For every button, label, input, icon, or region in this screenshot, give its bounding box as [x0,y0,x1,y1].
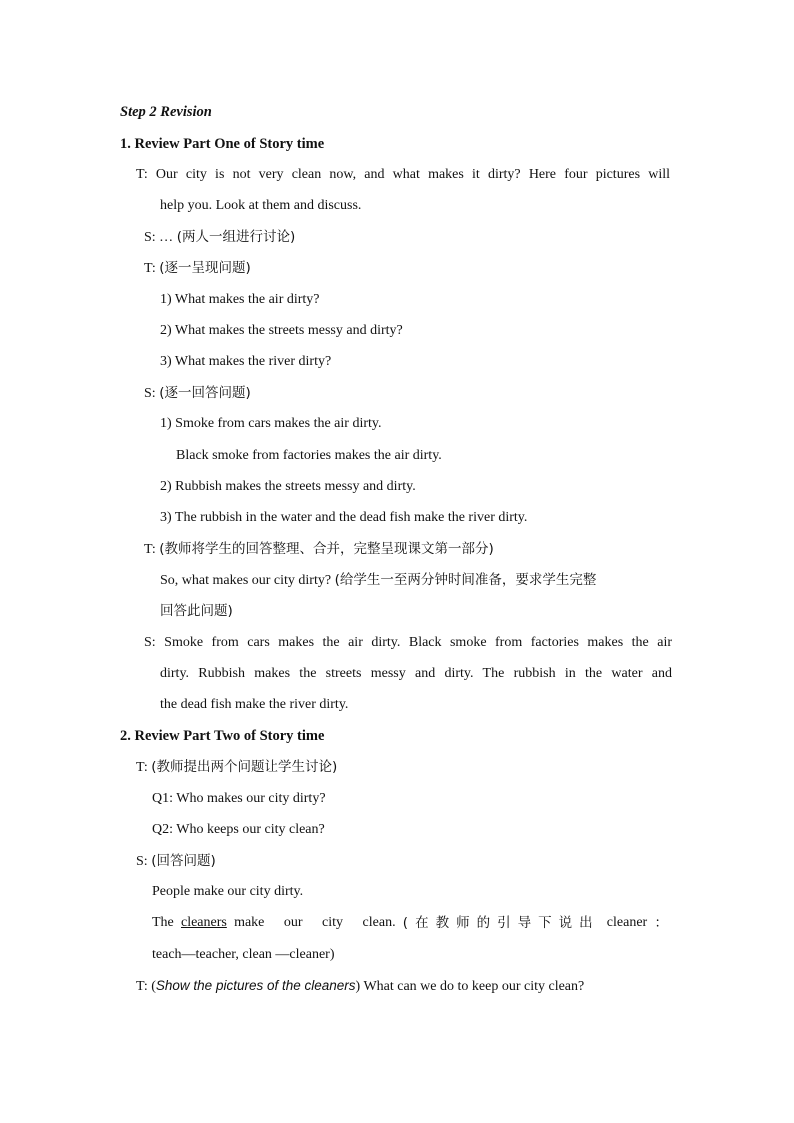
s-discuss-note: (两人一组进行讨论) [176,229,296,245]
t-summary-question: So, what makes our city dirty? [160,573,335,588]
s2-answer-2-cleaners: cleaners [180,915,227,930]
s2-answer-2-the: The [152,915,174,930]
s2-answer-2-colon: ： [654,915,668,931]
s-answer-prefix: S: [144,386,160,401]
section2-heading: 2. Review Part Two of Story time [120,728,325,744]
s2-t-note: (教师提出两个问题让学生讨论) [151,759,338,775]
t-present-note: (逐一呈现问题) [159,260,251,276]
t-present-prefix: T: [144,261,160,276]
question-2: 2) What makes the streets messy and dirty? [160,323,403,338]
s2-s-line [136,852,216,871]
t-present-line [144,259,251,278]
step-title: Step 2 Revision [120,104,212,120]
s-answer-line [144,384,251,403]
s2-answer-1: People make our city dirty. [152,884,304,899]
s-discuss-line [144,228,295,247]
t-question-line2: help you. Look at them and discuss. [160,198,362,213]
s-full-answer-line2: dirty. Rubbish makes the streets messy and dirty. The rubbish in the water and [160,666,672,681]
s2-question-1: Q1: Who makes our city dirty? [152,791,326,806]
s-full-answer-line1: S: Smoke from cars makes the air dirty. Black smoke from factories makes the air [144,635,672,650]
t-summary-prefix: T: [144,542,160,557]
question-1: 1) What makes the air dirty? [160,292,320,307]
s2-t-prefix: T: [136,760,152,775]
answer-2: 2) Rubbish makes the streets messy and dirty. [160,479,416,494]
t-summary-line [144,540,494,559]
s2-t-show-rest: ) What can we do to keep our city clean? [355,979,585,994]
s2-s-prefix: S: [136,854,152,869]
section1-heading: 1. Review Part One of Story time [120,136,325,152]
s2-s-note: (回答问题) [151,853,216,869]
answer-1: 1) Smoke from cars makes the air dirty. [160,416,382,431]
s-discuss-prefix: S: … [144,230,177,245]
answer-3: 3) The rubbish in the water and the dead fish make the river dirty. [160,510,528,525]
s2-t-show-italic: Show the pictures of the cleaners [155,978,356,993]
answer-1b: Black smoke from factories makes the air dirty. [176,448,442,463]
t-summary-note: (教师将学生的回答整理、合并，完整呈现课文第一部分) [159,541,494,557]
s2-t-line [136,758,337,777]
t-summary-question-note2: 回答此问题) [160,603,233,619]
t-question-line1: T: Our city is not very clean now, and what makes it dirty? Here four pictures will [136,167,670,182]
t-summary-question-note: (给学生一至两分钟时间准备，要求学生完整 [334,572,597,588]
s2-answer-2-line2: teach—teacher, clean —cleaner) [152,947,335,962]
s-full-answer-line3: the dead fish make the river dirty. [160,697,349,712]
s2-answer-2-note: (在教师的引导下说出 [402,915,600,931]
s2-t-show-line [136,977,584,996]
question-3: 3) What makes the river dirty? [160,354,332,369]
s2-t-show-prefix: T: ( [136,979,156,994]
s2-answer-2-line [152,914,668,932]
s2-answer-2-rest: make our city clean. [234,915,396,930]
s-answer-note: (逐一回答问题) [159,385,251,401]
s2-question-2: Q2: Who keeps our city clean? [152,822,325,837]
s2-answer-2-cleaner: cleaner [606,915,648,930]
t-summary-question-line [160,571,596,590]
